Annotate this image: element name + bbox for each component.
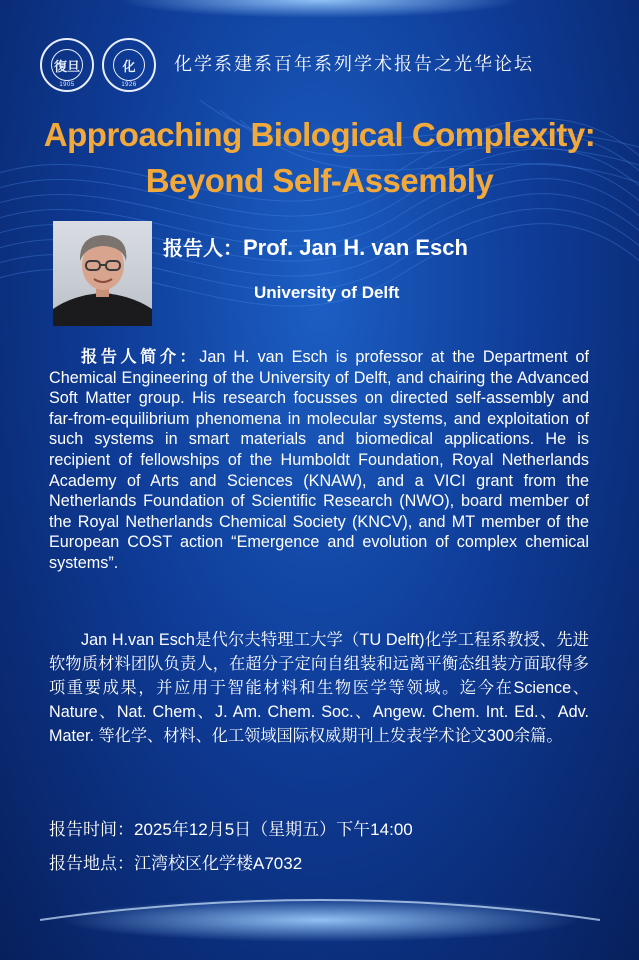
fudan-chemistry-logo bbox=[102, 38, 156, 92]
speaker-name: Prof. Jan H. van Esch bbox=[243, 235, 468, 260]
logo-year: 1926 bbox=[121, 82, 137, 88]
event-place-label: 报告地点： bbox=[49, 854, 134, 873]
bio-english bbox=[49, 347, 589, 574]
speaker-line bbox=[163, 232, 468, 261]
talk-title-line-2: Beyond Self-Assembly bbox=[145, 162, 494, 199]
bio-label: 报告人简介： bbox=[81, 348, 200, 366]
talk-title-line-1: Approaching Biological Complexity: bbox=[43, 116, 596, 153]
talk-title bbox=[0, 112, 639, 204]
event-time bbox=[49, 815, 413, 840]
bio-english-text: Jan H. van Esch is professor at the Department of Chemical Engineering of the University of Delft, and chairing the Advanced Soft Matter group. His research focusses on directed self-assembly and far-from-equilibrium phenomena in molecular systems, and exploitation of such systems in smart materials and biomedical applications. He is recipient of fellowships of the Humboldt Foundation, Royal Netherlands Academy of Arts and Sciences (KNAW), and a VICI grant from the Netherlands Foundation of Scientific Research (NWO), board member of the Royal Netherlands Chemical Society (KNCV), and MT member of the European COST action “Emergence and evolution of complex chemical systems”. bbox=[49, 348, 590, 572]
logo-year: 1905 bbox=[59, 82, 75, 88]
event-time-value: 2025年12月5日（星期五）下午14:00 bbox=[134, 820, 413, 839]
logo-glyph: 復旦 bbox=[51, 49, 83, 81]
speaker-affiliation: University of Delft bbox=[254, 283, 400, 302]
speaker-photo bbox=[53, 221, 152, 326]
logo-glyph: 化 bbox=[113, 49, 145, 81]
bio-chinese: Jan H.van Esch是代尔夫特理工大学（TU Delft)化学工程系教授、先进软物质材料团队负责人，在超分子定向自组装和远离平衡态组装方面取得多项重要成果，并应用于智能材料和生物医学等领域。迄今在Science、Nature、Nat. Chem、J. Am. Chem. Soc.、Angew. Chem. Int. Ed.、Adv. Mater. 等化学、材料、化工领域国际权威期刊上发表学术论文300余篇。 bbox=[49, 631, 589, 745]
speaker-label: 报告人： bbox=[163, 238, 243, 260]
logo-group bbox=[40, 38, 156, 92]
event-place bbox=[49, 849, 302, 874]
forum-title: 化学系建系百年系列学术报告之光华论坛 bbox=[174, 54, 534, 75]
fudan-university-logo bbox=[40, 38, 94, 92]
event-time-label: 报告时间： bbox=[49, 820, 134, 839]
event-place-value: 江湾校区化学楼A7032 bbox=[134, 854, 303, 873]
